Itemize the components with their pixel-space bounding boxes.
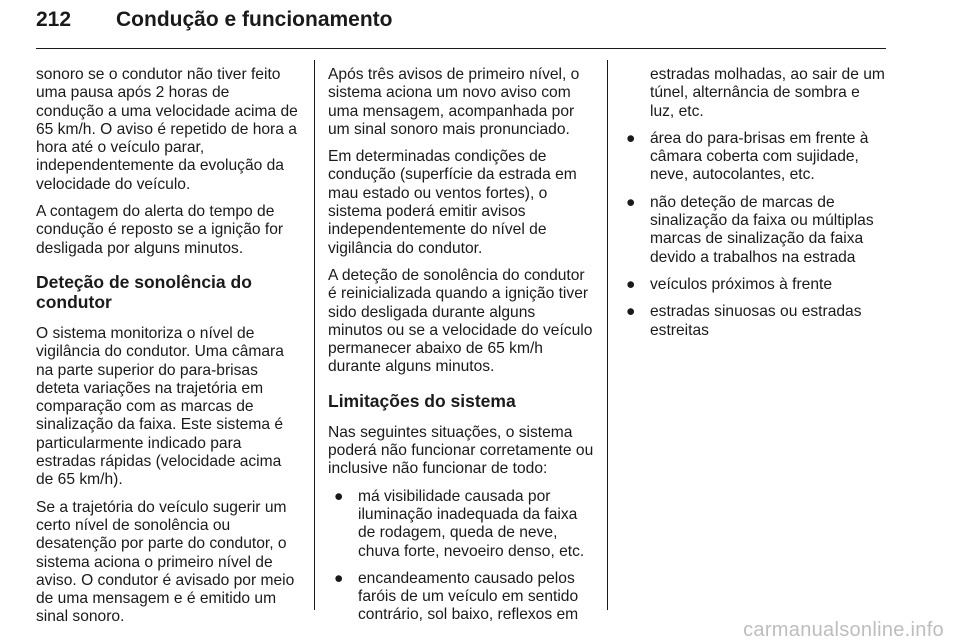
list-item-text: área do para-brisas em frente à câmara coberta com sujidade, neve, autocolantes, etc. <box>650 129 869 184</box>
paragraph: Após três avisos de primeiro nível, o sistema aciona um novo aviso com uma mensagem, acompanhada por um sinal sonoro mais pronunciado. <box>328 66 580 138</box>
list-item <box>620 130 886 185</box>
bullet-icon: ● <box>334 487 344 505</box>
list-item <box>328 488 594 561</box>
column-divider-2 <box>607 60 608 610</box>
list-item-text: encandeamento causado pelos faróis de um veículo em sentido contrário, sol baixo, reflexos em <box>358 569 579 624</box>
list-item <box>620 303 886 340</box>
header-rule <box>36 48 886 49</box>
page-number: 212 <box>36 8 72 31</box>
bullet-icon: ● <box>626 129 636 147</box>
chapter-title: Condução e funcionamento <box>116 8 393 31</box>
list-item <box>328 570 594 625</box>
list-item-text: má visibilidade causada por iluminação inadequada da faixa de rodagem, queda de neve, chuva forte, nevoeiro denso, etc. <box>358 487 585 560</box>
bullet-icon: ● <box>626 193 636 211</box>
limitations-list-continued <box>620 130 886 340</box>
page-header <box>36 4 886 48</box>
column-3 <box>620 66 886 349</box>
limitations-list <box>328 488 594 625</box>
column-divider-1 <box>314 60 315 610</box>
bullet-icon: ● <box>626 275 636 293</box>
list-item-text: não deteção de marcas de sinalização da faixa ou múltiplas marcas de sinalização da faixa devido a trabalhos na estrada <box>650 193 874 266</box>
list-item <box>620 194 886 267</box>
section-heading-limitations: Limitações do sistema <box>328 390 516 411</box>
bullet-icon: ● <box>626 303 636 321</box>
section-heading-drowsiness: Deteção de sonolência do condutor <box>36 271 252 312</box>
paragraph: A contagem do alerta do tempo de condução é reposto se a ignição for desligada por alguns minutos. <box>36 203 284 257</box>
column-1 <box>36 66 300 636</box>
paragraph: Em determinadas condições de condução (superfície da estrada em mau estado ou ventos fortes), o sistema poderá emitir avisos independentemente do nível de vigilância do condutor. <box>328 148 577 257</box>
column-2 <box>328 66 594 634</box>
paragraph: Se a trajetória do veículo sugerir um certo nível de sonolência ou desatenção por parte do condutor, o sistema aciona o primeiro nível de aviso. O condutor é avisado por meio de uma mensagem e é emitido um sinal sonoro. <box>36 498 295 626</box>
list-item-text: estradas sinuosas ou estradas estreitas <box>650 303 862 339</box>
paragraph: sonoro se o condutor não tiver feito uma pausa após 2 horas de condução a uma velocidade acima de 65 km/h. O aviso é repetido de hora a hora até o veículo parar, independentemente da evolução da velocidade do veículo. <box>36 66 298 193</box>
list-item-continuation: estradas molhadas, ao sair de um túnel, alternância de sombra e luz, etc. <box>650 66 885 120</box>
bullet-icon: ● <box>334 569 344 587</box>
paragraph: A deteção de sonolência do condutor é reinicializada quando a ignição tiver sido desligada durante alguns minutos ou se a velocidade do veículo permanecer abaixo de 65 km/h durante alguns minutos. <box>328 266 593 376</box>
paragraph: O sistema monitoriza o nível de vigilância do condutor. Uma câmara na parte superior do para-brisas deteta variações na trajetória em comparação com as marcas de sinalização da faixa. Este sistema é particularmente indicado para estradas rápidas (velocidade acima de 65 km/h). <box>36 324 284 489</box>
list-item-text: veículos próximos à frente <box>650 275 833 293</box>
watermark: carmanualsonline.info <box>743 619 944 641</box>
list-item <box>620 276 886 294</box>
paragraph: Nas seguintes situações, o sistema poderá não funcionar corretamente ou inclusive não funcionar de todo: <box>328 423 594 478</box>
